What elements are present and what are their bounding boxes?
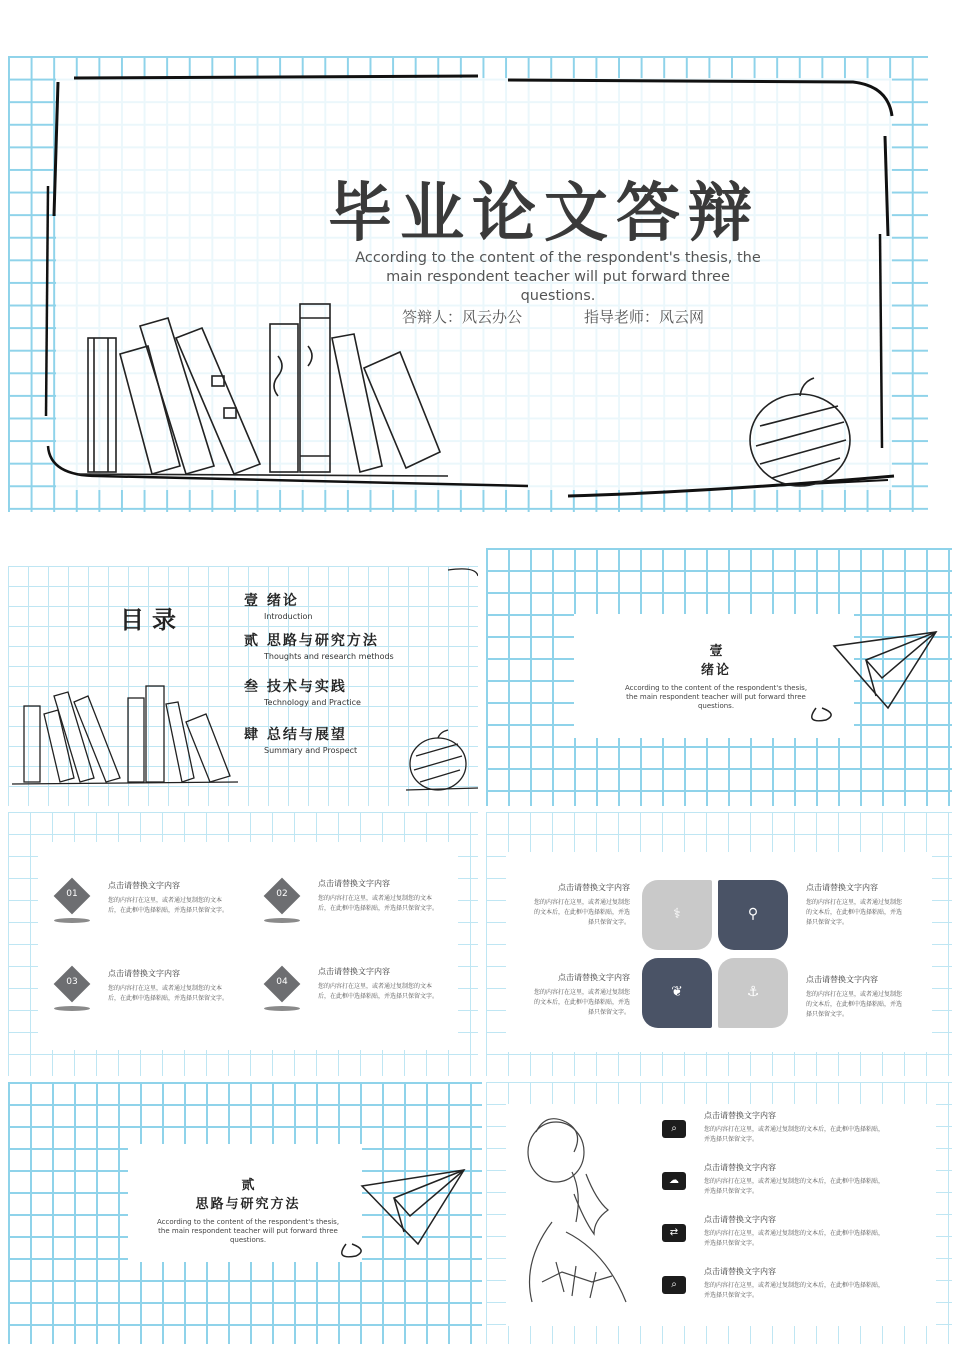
section-slide-2 <box>8 1082 482 1344</box>
row-body: 并选择只保留文字。 <box>704 1188 759 1195</box>
number-badge: 01 <box>54 878 90 914</box>
block-heading: 点击请替换文字内容 <box>558 973 630 982</box>
list-row[interactable] <box>662 1214 942 1249</box>
row-body: 您的内容打在这里，或者通过复制您的文本后，在此框中选择粘贴， <box>704 1282 885 1289</box>
dna-icon: ⚕ <box>673 906 681 922</box>
text-card[interactable] <box>108 968 288 1004</box>
block-body: 择只保留文字。 <box>806 1011 849 1018</box>
petal-slide <box>486 812 952 1076</box>
row-heading: 点击请替换文字内容 <box>704 1267 776 1276</box>
text-block[interactable] <box>510 882 630 928</box>
leaf-icon: ❦ <box>671 984 683 1000</box>
card-body: 您的内容打在这里，或者通过复制您的文本 <box>318 895 433 902</box>
section-number: 壹 <box>709 644 723 659</box>
text-card[interactable] <box>318 966 478 1002</box>
card-heading: 点击请替换文字内容 <box>108 881 180 890</box>
block-body: 您的内容打在这里，或者通过复制您 <box>533 899 630 906</box>
row-body: 您的内容打在这里，或者通过复制您的文本后，在此框中选择粘贴， <box>704 1126 885 1133</box>
toc-item-subtitle: Summary and Prospect <box>264 746 358 755</box>
section-number: 贰 <box>241 1178 255 1193</box>
card-body: 后，在此框中选择粘贴，并选择只保留文字。 <box>318 905 439 912</box>
page-title: 毕业论文答辩 <box>328 176 760 251</box>
toc-item-title: 壹 绪论 <box>244 593 299 609</box>
text-block[interactable] <box>806 974 926 1020</box>
share-icon[interactable]: ⇄ <box>662 1224 686 1242</box>
subtitle-line: main respondent teacher will put forward three questions. <box>386 269 730 304</box>
block-body: 的文本后，在此框中选择粘贴，并选 <box>806 1001 903 1008</box>
toc-item-title: 叁 技术与实践 <box>244 679 347 695</box>
cover-slide <box>8 56 928 512</box>
card-body: 您的内容打在这里，或者通过复制您的文本 <box>108 897 223 904</box>
block-body: 您的内容打在这里，或者通过复制您 <box>806 991 903 998</box>
row-heading: 点击请替换文字内容 <box>704 1215 776 1224</box>
section-slide-1 <box>486 548 952 806</box>
card-heading: 点击请替换文字内容 <box>108 969 180 978</box>
row-body: 并选择只保留文字。 <box>704 1240 759 1247</box>
list-row[interactable] <box>662 1162 942 1197</box>
search-icon[interactable]: ⌕ <box>662 1276 686 1294</box>
desc-line: the main respondent teacher will put forward three <box>626 693 806 701</box>
petal-bottom-left <box>642 958 712 1028</box>
anchor-icon: ⚓ <box>746 984 760 1000</box>
list-row[interactable] <box>662 1110 942 1145</box>
apple-icon <box>750 378 850 486</box>
number-badge: 03 <box>54 966 90 1002</box>
petal-top-right <box>718 880 788 950</box>
respondent-label: 答辩人：风云办公 <box>402 308 523 326</box>
number-badge: 02 <box>264 878 300 914</box>
apple-icon <box>406 730 478 790</box>
toc-item-subtitle: Introduction <box>264 612 313 621</box>
desc-line: According to the content of the respondent's thesis, <box>624 684 808 692</box>
petal-bottom-right <box>718 958 788 1028</box>
row-body: 您的内容打在这里，或者通过复制您的文本后，在此框中选择粘贴， <box>704 1178 885 1185</box>
block-body: 的文本后，在此框中选择粘贴，并选 <box>533 909 630 916</box>
block-body: 您的内容打在这里，或者通过复制您 <box>806 899 903 906</box>
block-heading: 点击请替换文字内容 <box>558 883 630 892</box>
subtitle-line: According to the content of the respondent's thesis, the <box>355 250 761 266</box>
paper-plane-icon <box>8 1082 482 1344</box>
list-row[interactable] <box>662 1266 942 1301</box>
desc-line: questions. <box>229 1236 267 1244</box>
block-body: 择只保留文字。 <box>587 1009 630 1016</box>
portrait-list-slide <box>486 1082 952 1344</box>
card-body: 您的内容打在这里，或者通过复制您的文本 <box>318 983 433 990</box>
card-body: 您的内容打在这里，或者通过复制您的文本 <box>108 985 223 992</box>
cloud-icon[interactable]: ☁ <box>662 1172 686 1190</box>
block-body: 的文本后，在此框中选择粘贴，并选 <box>806 909 903 916</box>
block-heading: 点击请替换文字内容 <box>806 975 878 984</box>
text-block[interactable] <box>510 972 630 1018</box>
petal-top-left <box>642 880 712 950</box>
card-heading: 点击请替换文字内容 <box>318 879 390 888</box>
block-body: 择只保留文字。 <box>806 919 849 926</box>
text-card[interactable] <box>108 880 288 916</box>
card-body: 后，在此框中选择粘贴，并选择只保留文字。 <box>318 993 439 1000</box>
block-body: 择只保留文字。 <box>587 919 630 926</box>
four-items-slide <box>8 812 478 1076</box>
desc-line: According to the content of the respondent's thesis, <box>156 1218 340 1226</box>
toc-item-subtitle: Thoughts and research methods <box>264 652 394 661</box>
row-body: 您的内容打在这里，或者通过复制您的文本后，在此框中选择粘贴， <box>704 1230 885 1237</box>
text-block[interactable] <box>806 882 926 928</box>
toc-item-title: 肆 总结与展望 <box>244 727 347 743</box>
row-heading: 点击请替换文字内容 <box>704 1163 776 1172</box>
paper-plane-icon <box>486 548 952 806</box>
section-title: 绪论 <box>700 663 731 678</box>
toc-item-subtitle: Technology and Practice <box>264 698 361 707</box>
card-body: 后，在此框中选择粘贴，并选择只保留文字。 <box>108 907 229 914</box>
card-heading: 点击请替换文字内容 <box>318 967 390 976</box>
text-card[interactable] <box>318 878 478 914</box>
row-body: 并选择只保留文字。 <box>704 1136 759 1143</box>
block-body: 您的内容打在这里，或者通过复制您 <box>533 989 630 996</box>
content-panel <box>38 842 458 1050</box>
section-title: 思路与研究方法 <box>195 1197 301 1212</box>
advisor-label: 指导老师：风云网 <box>584 308 705 326</box>
row-heading: 点击请替换文字内容 <box>704 1111 776 1120</box>
search-icon[interactable]: ⌕ <box>662 1120 686 1138</box>
block-heading: 点击请替换文字内容 <box>806 883 878 892</box>
books-illustration <box>8 566 478 806</box>
toc-title: 目录 <box>120 605 184 634</box>
number-badge: 04 <box>264 966 300 1002</box>
block-body: 的文本后，在此框中选择粘贴，并选 <box>533 999 630 1006</box>
row-body: 并选择只保留文字。 <box>704 1292 759 1299</box>
location-icon: ⚲ <box>747 906 759 922</box>
toc-slide <box>8 566 478 806</box>
toc-item-title: 贰 思路与研究方法 <box>244 633 379 649</box>
card-body: 后，在此框中选择粘贴，并选择只保留文字。 <box>108 995 229 1002</box>
desc-line: questions. <box>697 702 735 710</box>
desc-line: the main respondent teacher will put forward three <box>158 1227 338 1235</box>
books-illustration <box>8 56 928 512</box>
